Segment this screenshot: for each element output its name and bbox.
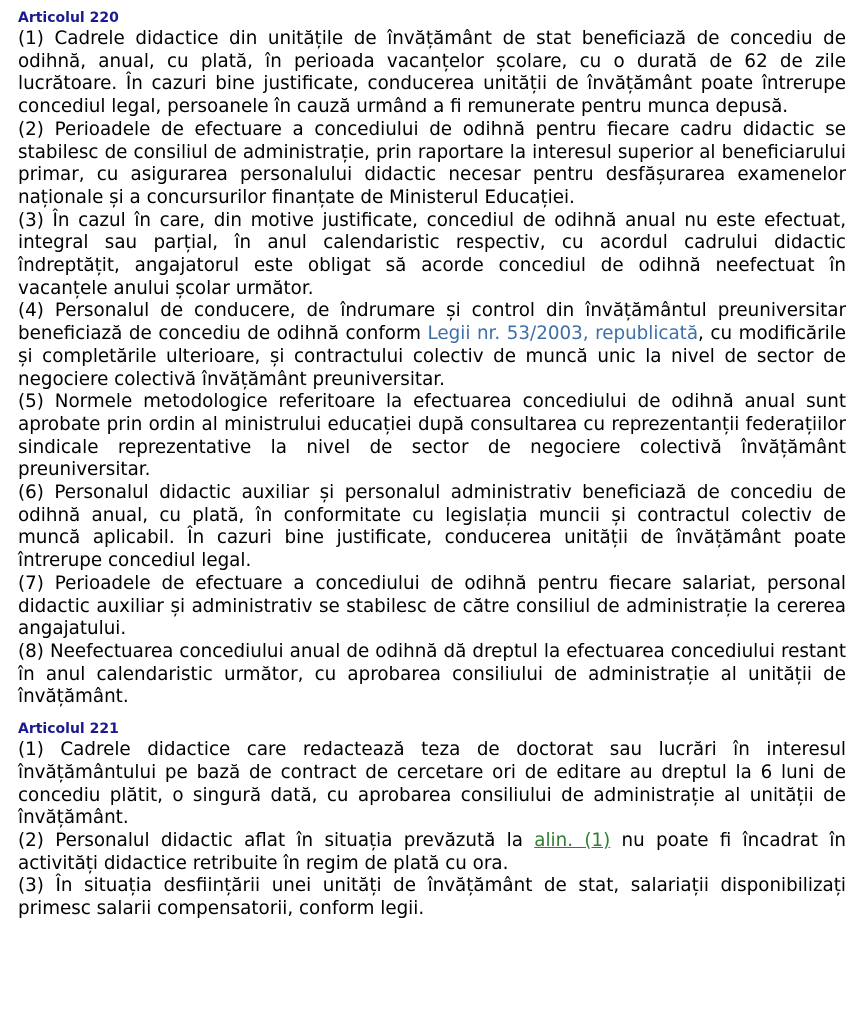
article-221 bbox=[18, 719, 846, 921]
paragraph-text: nu poate fi încadrat în activități didactice retribuite în regim de plată cu ora. bbox=[18, 829, 846, 874]
paragraph-text: (2) Personalul didactic aflat în situația prevăzută la bbox=[18, 829, 535, 851]
paragraph-5: (5) Normele metodologice referitoare la efectuarea concediului de odihnă anual sunt aprobate prin ordin al ministrului educației după consultarea cu reprezentanții federațiilor sindicale reprezentative la nivel de sector de negociere colectivă învățământ preuniversitar. bbox=[18, 391, 846, 481]
article-title: Articolul 220 bbox=[18, 10, 119, 26]
paragraph-1: (1) Cadrele didactice din unitățile de învățământ de stat beneficiază de concediu de odihnă, anual, cu plată, în perioada vacanțelor școlare, cu o durată de 62 de zile lucrătoare. În cazuri bine justificate, conducerea unității de învățământ poate întrerupe concediul legal, persoanele în cauză urmând a fi remunerate pentru munca depusă. bbox=[18, 28, 846, 118]
paragraph-8: (8) Neefectuarea concediului anual de odihnă dă dreptul la efectuarea concediului restant în anul calendaristic următor, cu aprobarea consiliului de administrație al unității de învățământ. bbox=[18, 640, 846, 708]
law-53-2003-link[interactable]: Legii nr. 53/2003, republicată bbox=[427, 323, 699, 345]
article-title: Articolul 221 bbox=[18, 721, 119, 738]
article-220 bbox=[18, 8, 846, 709]
paragraph-text: (4) Personalul de conducere, de îndrumare și control din învățământul preuniversitar beneficiază de concediu de odihnă conform bbox=[18, 300, 846, 345]
paragraph-1: (1) Cadrele didactice care redactează teza de doctorat sau lucrări în interesul învățământului pe bază de contract de cercetare ori de editare au dreptul la 6 luni de concediu plătit, o singură dată, cu aprobarea consiliului de administrație al unității de învățământ. bbox=[18, 739, 846, 829]
paragraph-3: (3) În situația desființării unei unități de învățământ de stat, salariații disponibilizați primesc salarii compensatorii, conform legii. bbox=[18, 875, 846, 920]
paragraph-3: (3) În cazul în care, din motive justificate, concediul de odihnă anual nu este efectuat, integral sau parțial, în anul calendaristic respectiv, cu acordul cadrului didactic îndreptățit, angajatorul este obligat să acorde concediul de odihnă neefectuat în vacanțele anului școlar următor. bbox=[18, 209, 846, 299]
paragraph-6: (6) Personalul didactic auxiliar și personalul administrativ beneficiază de concediu de odihnă anual, cu plată, în conformitate cu legislația muncii și contractul colectiv de muncă aplicabil. În cazuri bine justificate, conducerea unității de învățământ poate întrerupe concediul legal. bbox=[18, 482, 846, 572]
paragraph-2: (2) Perioadele de efectuare a concediului de odihnă pentru fiecare cadru didactic se stabilesc de consiliul de administrație, prin raportare la interesul superior al beneficiarului primar, cu asigurarea personalului didactic necesar pentru desfășurarea examenelor naționale și a concursurilor finanțate de Ministerul Educației. bbox=[18, 118, 846, 208]
paragraph-text: , cu modificările și completările ulterioare, și contractului colectiv de muncă unic la nivel de sector de negociere colectivă învățământ preuniversitar. bbox=[18, 323, 846, 390]
paragraph-7: (7) Perioadele de efectuare a concediului de odihnă pentru fiecare salariat, personal didactic auxiliar și administrativ se stabilesc de către consiliul de administrație la cererea angajatului. bbox=[18, 572, 846, 640]
paragraph-4 bbox=[18, 300, 846, 391]
paragraph-2 bbox=[18, 830, 846, 875]
alin-1-link[interactable]: alin. (1) bbox=[534, 829, 611, 851]
